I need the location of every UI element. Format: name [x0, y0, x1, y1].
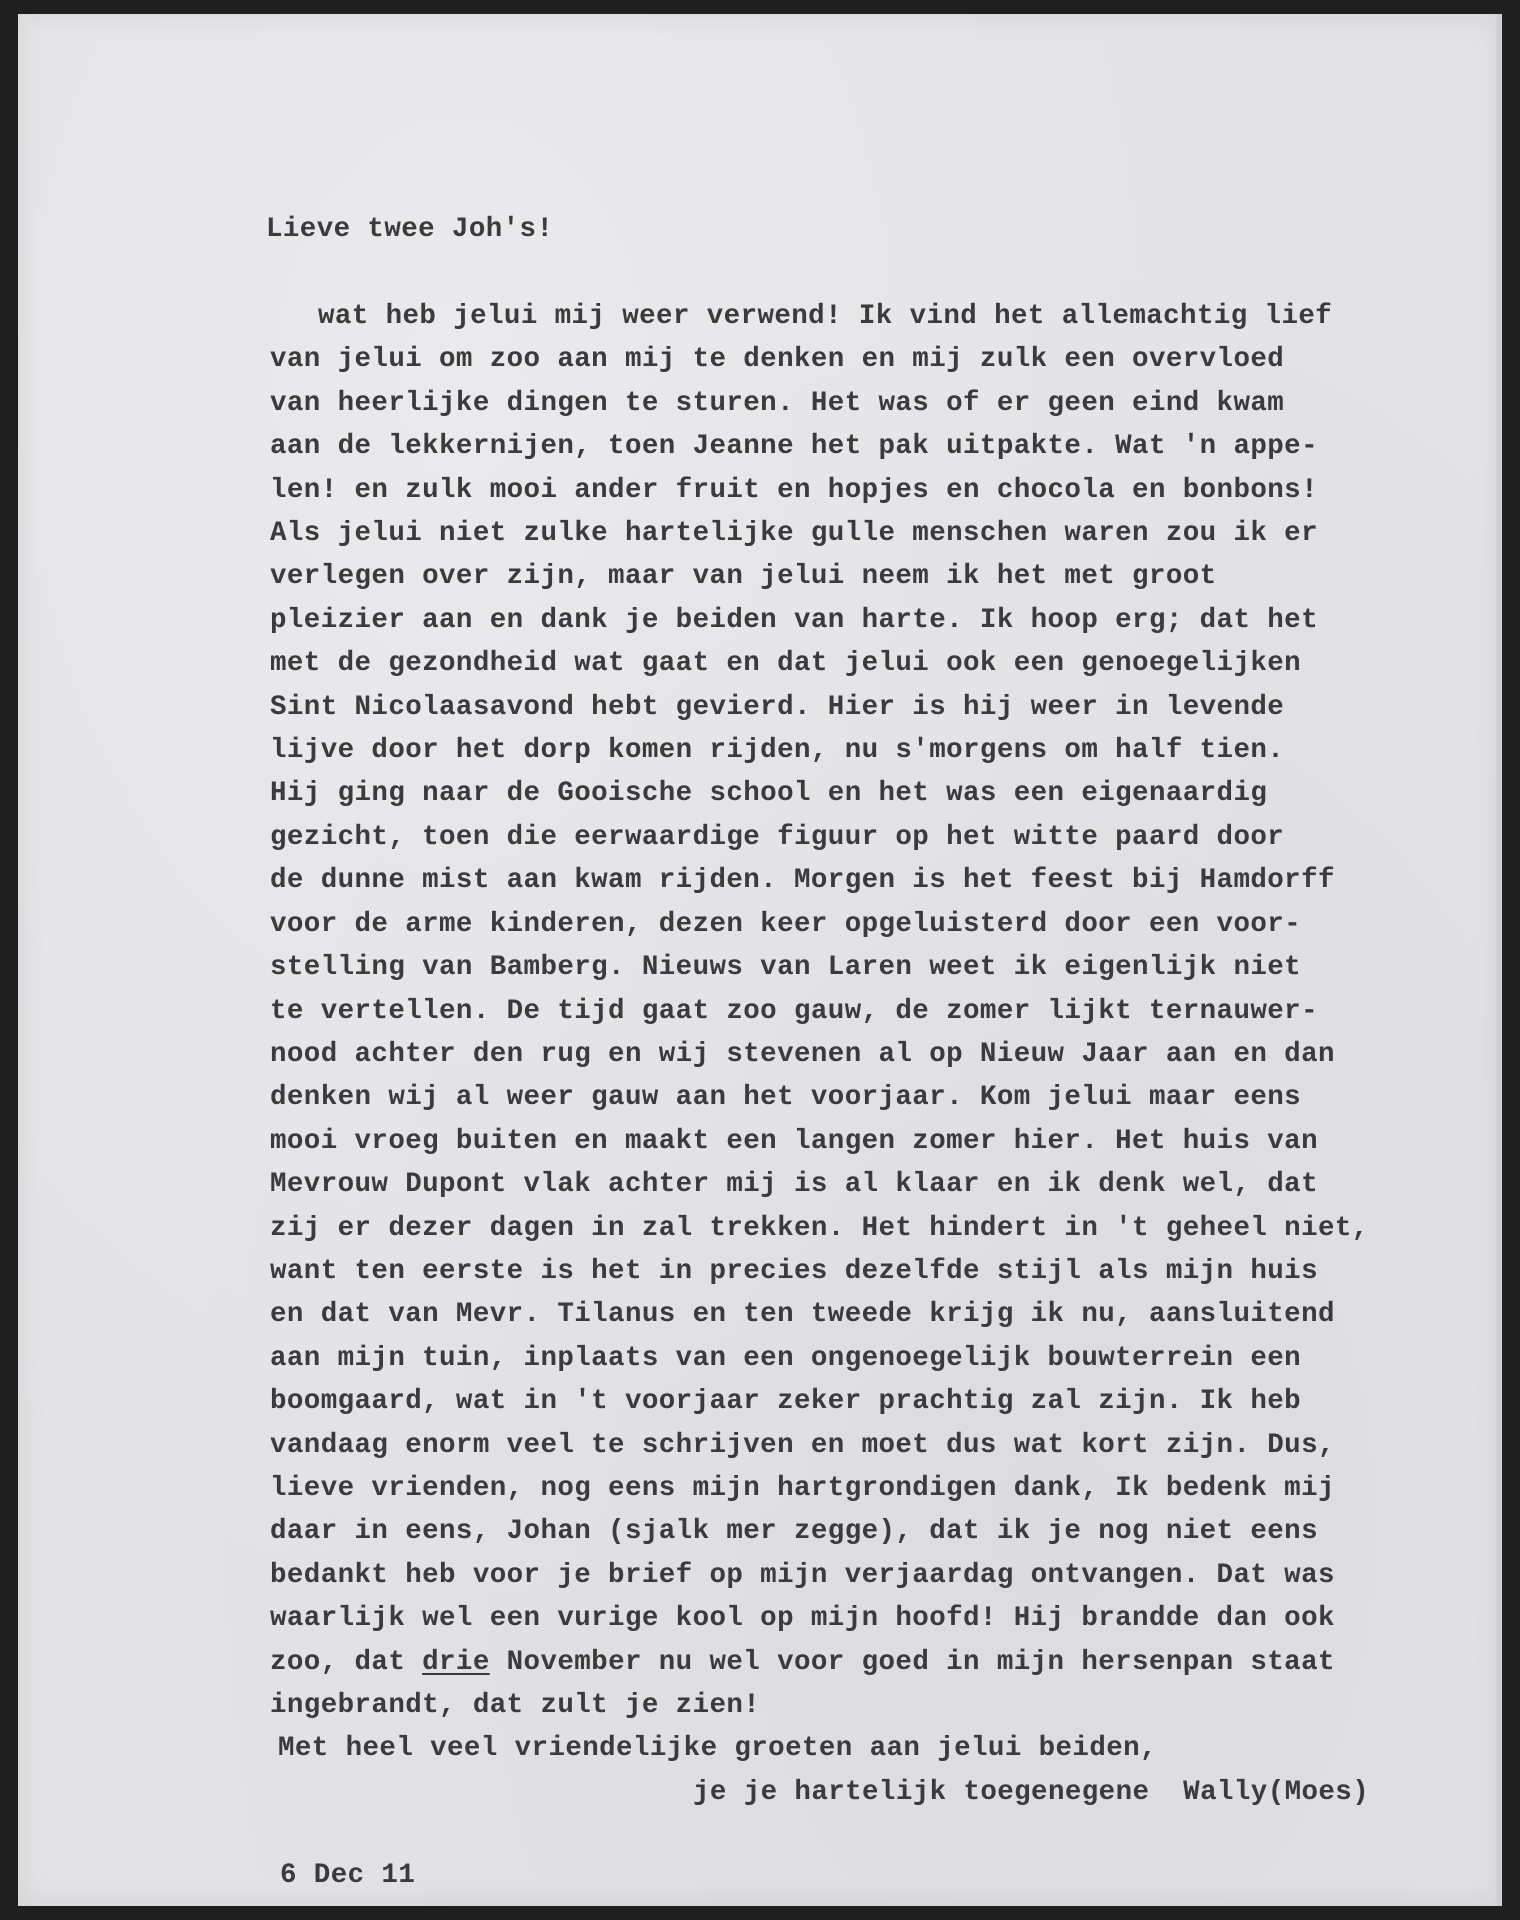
signature-line: je je hartelijk toegenegene Wally(Moes) — [693, 1776, 1370, 1808]
body-line: bedankt heb voor je brief op mijn verjaardag ontvangen. Dat was — [270, 1559, 1335, 1591]
body-line: de dunne mist aan kwam rijden. Morgen is het feest bij Hamdorff — [270, 865, 1335, 897]
body-line: gezicht, toen die eerwaardige figuur op het witte paard door — [270, 821, 1285, 853]
body-line: te vertellen. De tijd gaat zoo gauw, de zomer lijkt ternauwer- — [270, 995, 1318, 1027]
body-line: daar in eens, Johan (sjalk mer zegge), dat ik je nog niet eens — [270, 1516, 1318, 1548]
body-line: waarlijk wel een vurige kool op mijn hoofd! Hij brandde dan ook — [270, 1603, 1335, 1635]
body-line: van heerlijke dingen te sturen. Het was of er geen eind kwam — [270, 387, 1285, 419]
body-line: stelling van Bamberg. Nieuws van Laren weet ik eigenlijk niet — [270, 952, 1302, 984]
body-line: ingebrandt, dat zult je zien! — [270, 1690, 761, 1721]
body-line: aan de lekkernijen, toen Jeanne het pak uitpakte. Wat 'n appe- — [270, 431, 1318, 463]
body-line: denken wij al weer gauw aan het voorjaar. Kom jelui maar eens — [270, 1082, 1302, 1114]
body-line: zij er dezer dagen in zal trekken. Het hindert in 't geheel niet, — [270, 1212, 1369, 1244]
salutation: Lieve twee Joh's! — [266, 214, 554, 245]
text-before-underline: zoo, dat — [270, 1646, 423, 1678]
body-line: Sint Nicolaasavond hebt gevierd. Hier is hij weer in levende — [270, 691, 1285, 723]
body-line-underlined — [270, 1641, 1458, 1684]
text-after-underline: November nu wel voor goed in mijn hersenpan staat — [489, 1646, 1335, 1678]
body-line: pleizier aan en dank je beiden van harte. Ik hoop erg; dat het — [270, 604, 1318, 636]
body-line: en dat van Mevr. Tilanus en ten tweede krijg ik nu, aansluitend — [270, 1299, 1335, 1331]
body-line: mooi vroeg buiten en maakt een langen zomer hier. Het huis van — [270, 1125, 1318, 1157]
body-line: Hij ging naar de Gooische school en het was een eigenaardig — [270, 778, 1268, 810]
letter-date: 6 Dec 11 — [280, 1860, 416, 1892]
body-line: lijve door het dorp komen rijden, nu s'morgens om half tien. — [270, 735, 1285, 767]
underlined-word: drie — [422, 1646, 490, 1678]
body-line: voor de arme kinderen, dezen keer opgeluisterd door een voor- — [270, 908, 1302, 940]
body-line: nood achter den rug en wij stevenen al op Nieuw Jaar aan en dan — [270, 1038, 1335, 1070]
body-line: boomgaard, wat in 't voorjaar zeker prachtig zal zijn. Ik heb — [270, 1386, 1302, 1418]
body-line: vandaag enorm veel te schrijven en moet dus wat kort zijn. Dus, — [270, 1429, 1335, 1461]
paper-edge — [1496, 14, 1502, 1906]
letter-body — [248, 295, 1458, 1771]
body-line: lieve vrienden, nog eens mijn hartgrondigen dank, Ik bedenk mij — [270, 1472, 1335, 1504]
body-line: met de gezondheid wat gaat en dat jelui ook een genoegelijken — [270, 648, 1302, 680]
closing-greeting: Met heel veel vriendelijke groeten aan jelui beiden, — [278, 1733, 1157, 1765]
typed-letter — [248, 208, 1458, 1898]
body-line: Mevrouw Dupont vlak achter mij is al klaar en ik denk wel, dat — [270, 1169, 1318, 1201]
body-line: van jelui om zoo aan mij te denken en mij zulk een overvloed — [270, 344, 1285, 376]
body-line: want ten eerste is het in precies dezelfde stijl als mijn huis — [270, 1255, 1318, 1287]
body-line: len! en zulk mooi ander fruit en hopjes en chocola en bonbons! — [270, 474, 1318, 506]
body-line: verlegen over zijn, maar van jelui neem ik het met groot — [270, 561, 1217, 593]
body-line: wat heb jelui mij weer verwend! Ik vind het allemachtig lief — [318, 301, 1333, 332]
body-line: Als jelui niet zulke hartelijke gulle menschen waren zou ik er — [270, 518, 1318, 550]
body-line: aan mijn tuin, inplaats van een ongenoegelijk bouwterrein een — [270, 1342, 1302, 1374]
